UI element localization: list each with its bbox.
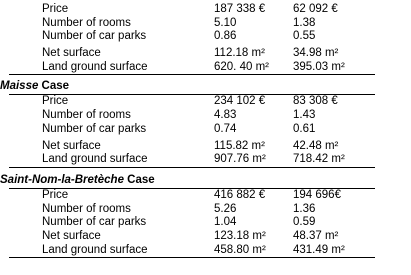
case-section-2 <box>0 78 411 167</box>
table-row <box>9 17 375 31</box>
case-city: Saint-Nom-la-Bretèche <box>0 173 124 186</box>
table-row <box>9 153 375 167</box>
std-value: 1.38 <box>293 16 316 29</box>
case-suffix: Case <box>38 80 70 93</box>
std-value: 0.55 <box>293 30 316 43</box>
row-label: Number of car parks <box>42 122 147 135</box>
mean-value: 123.18 m² <box>214 229 266 242</box>
row-label: Land ground surface <box>42 243 148 256</box>
case-city: Maisse <box>0 80 39 93</box>
std-value: 1.36 <box>293 202 316 215</box>
row-label: Net surface <box>42 229 101 242</box>
mean-value: 1.04 <box>214 216 237 229</box>
row-label: Number of rooms <box>42 109 131 122</box>
mean-value: 5.26 <box>214 202 237 215</box>
mean-value: 5.10 <box>214 16 237 29</box>
case-section-3 <box>0 172 411 258</box>
row-label: Land ground surface <box>42 60 148 73</box>
mean-value: 0.74 <box>214 122 237 135</box>
row-label: Price <box>42 95 69 108</box>
table-row <box>9 203 375 217</box>
case-title <box>0 78 411 94</box>
mean-value: 112.18 m² <box>214 47 265 60</box>
table-row <box>9 244 375 258</box>
mean-value: 115.82 m² <box>214 139 265 152</box>
table-row <box>9 140 375 154</box>
std-value: 395.03 m² <box>293 60 345 73</box>
std-value: 48.37 m² <box>293 229 339 242</box>
std-value: 0.59 <box>293 216 316 229</box>
mean-value: 416 882 € <box>214 188 266 201</box>
std-value: 194 696€ <box>293 188 341 201</box>
row-label: Net surface <box>42 47 101 60</box>
table-row <box>9 47 375 61</box>
std-value: 42.48 m² <box>293 139 339 152</box>
std-value: 34.98 m² <box>293 47 339 60</box>
table-row <box>9 95 375 109</box>
std-value: 1.43 <box>293 109 316 122</box>
std-value: 62 092 € <box>293 3 338 15</box>
mean-value: 0.86 <box>214 30 237 43</box>
row-label: Land ground surface <box>42 153 148 166</box>
row-label: Number of car parks <box>42 30 147 43</box>
row-label: Number of rooms <box>42 16 131 29</box>
std-value: 431.49 m² <box>293 243 345 256</box>
row-label: Price <box>42 3 69 15</box>
mean-value: 907.76 m² <box>214 153 266 166</box>
row-label: Number of rooms <box>42 202 131 215</box>
table-row <box>9 189 375 203</box>
row-label: Price <box>42 188 69 201</box>
table-row <box>9 3 375 17</box>
case-suffix: Case <box>123 173 155 186</box>
table-row <box>9 61 375 75</box>
std-value: 718.42 m² <box>293 153 345 166</box>
std-value: 83 308 € <box>293 95 338 108</box>
mean-value: 234 102 € <box>214 95 266 108</box>
case-section-1 <box>0 3 411 75</box>
mean-value: 187 338 € <box>214 3 266 15</box>
std-value: 0.61 <box>293 122 316 135</box>
stats-table-3 <box>9 188 375 258</box>
row-label: Number of car parks <box>42 216 147 229</box>
case-title <box>0 172 411 188</box>
table-row <box>9 216 375 230</box>
table-row <box>9 123 375 137</box>
stats-table-1 <box>9 3 375 75</box>
stats-table-2 <box>9 94 375 167</box>
mean-value: 4.83 <box>214 109 237 122</box>
mean-value: 458.80 m² <box>214 243 266 256</box>
mean-value: 620. 40 m² <box>214 60 269 73</box>
table-row <box>9 109 375 123</box>
row-label: Net surface <box>42 139 101 152</box>
table-row <box>9 230 375 244</box>
table-row <box>9 30 375 44</box>
